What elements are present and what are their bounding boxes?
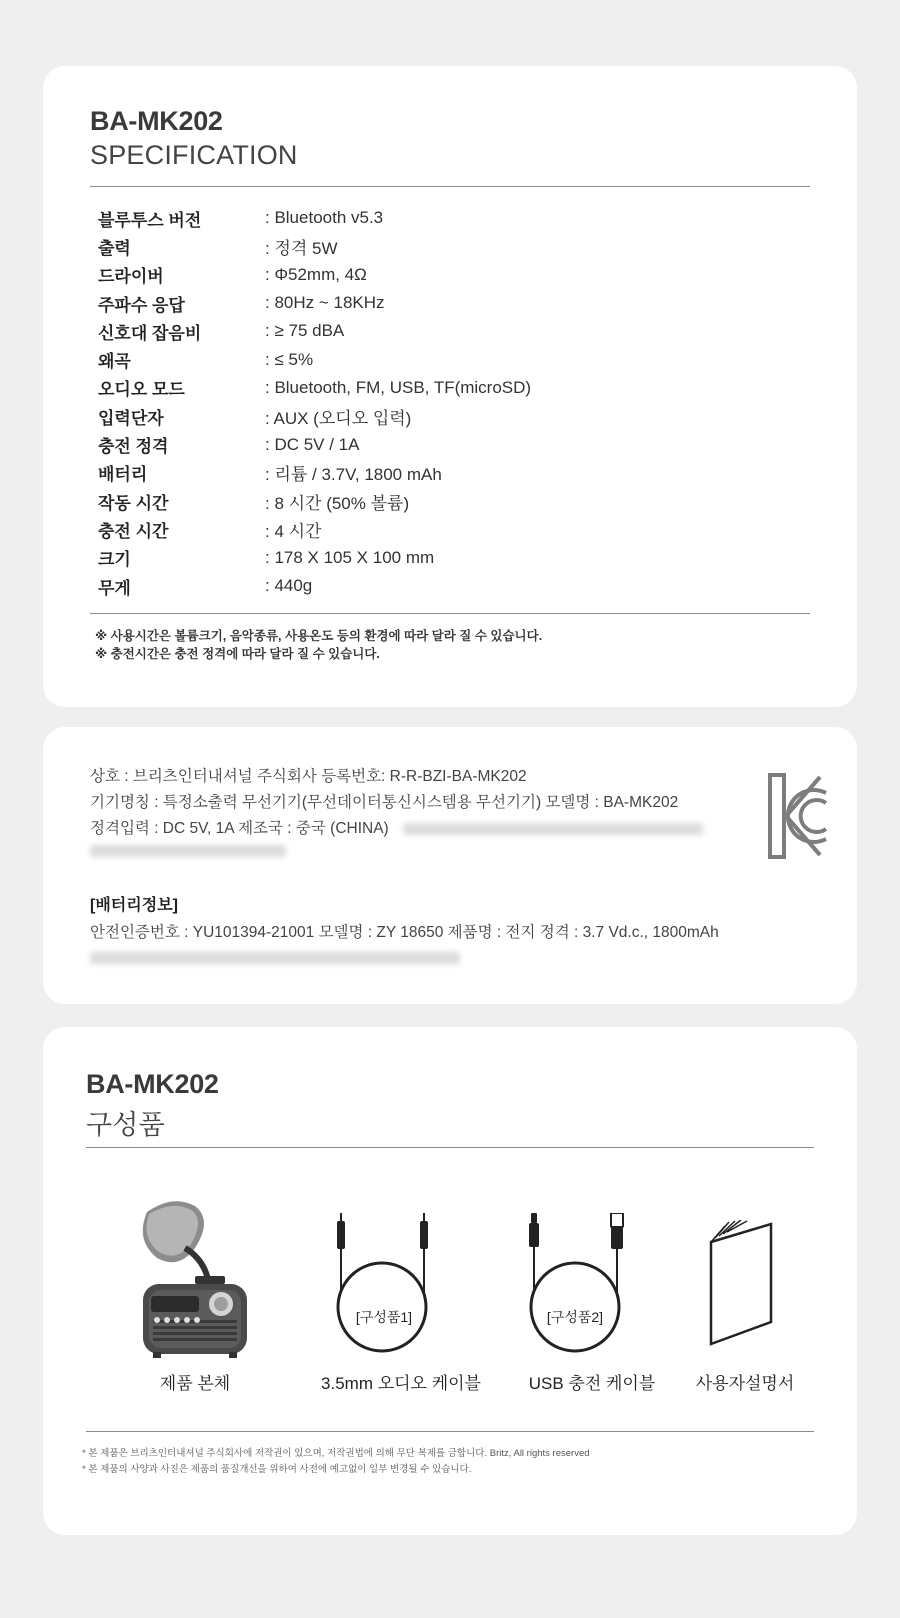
model-name: BA-MK202 bbox=[86, 1069, 219, 1099]
component-tag: [구성품1] bbox=[355, 1309, 413, 1325]
spec-label: 충전 정격 bbox=[98, 437, 169, 457]
spec-label: 무게 bbox=[98, 578, 131, 598]
spec-label: 출력 bbox=[98, 238, 131, 258]
spec-value: : ≤ 5% bbox=[265, 349, 314, 369]
spec-row bbox=[98, 515, 798, 543]
spec-row bbox=[98, 204, 798, 232]
specification-card bbox=[43, 66, 857, 707]
redacted-text bbox=[90, 845, 286, 857]
spec-value: : 440g bbox=[265, 576, 313, 595]
spec-table bbox=[98, 204, 798, 600]
spec-label: 주파수 응답 bbox=[98, 295, 185, 315]
cert-company-line: 상호 : 브리츠인터내셔널 주식회사 등록번호: R-R-BZI-BA-MK202 bbox=[90, 768, 527, 785]
usb-cable-icon bbox=[519, 1213, 635, 1363]
footer-notes bbox=[82, 1446, 590, 1478]
spec-row bbox=[98, 402, 798, 430]
footer-note-line: * 본 제품은 브리츠인터내셔널 주식회사에 저작권이 있으며, 저작권법에 의해 무단 복제를 금합니다. Britz, All rights reserved bbox=[82, 1448, 590, 1459]
component-label: 제품 본체 bbox=[159, 1374, 231, 1393]
spec-label: 왜곡 bbox=[98, 352, 131, 372]
spec-row bbox=[98, 430, 798, 458]
note-line: ※ 사용시간은 볼륨크기, 음악종류, 사용온도 등의 환경에 따라 달라 질 수 있습니다. bbox=[95, 629, 543, 643]
component-tag: [구성품2] bbox=[546, 1309, 604, 1325]
cert-input-text: 정격입력 : DC 5V, 1A 제조국 : 중국 (CHINA) bbox=[90, 820, 389, 837]
spec-value: : 정격 5W bbox=[265, 238, 338, 258]
spec-value: : ≥ 75 dBA bbox=[265, 321, 345, 341]
spec-value: : 리튬 / 3.7V, 1800 mAh bbox=[265, 465, 442, 485]
spec-label: 작동 시간 bbox=[98, 493, 169, 513]
component-label: USB 충전 케이블 bbox=[528, 1374, 656, 1393]
note-line: ※ 충전시간은 충전 정격에 따라 달라 질 수 있습니다. bbox=[95, 647, 380, 661]
battery-info-title: [배터리정보] bbox=[90, 897, 178, 914]
spec-value: : Φ52mm, 4Ω bbox=[265, 264, 367, 284]
spec-value: : Bluetooth, FM, USB, TF(microSD) bbox=[265, 377, 532, 397]
spec-label: 입력단자 bbox=[98, 408, 164, 428]
component-label: 3.5mm 오디오 케이블 bbox=[321, 1374, 481, 1393]
cert-redacted-line bbox=[90, 842, 286, 860]
cert-input-line bbox=[90, 816, 703, 838]
manual-icon bbox=[707, 1220, 787, 1350]
cert-device-line: 기기명칭 : 특정소출력 무선기기(무선데이터통신시스템용 무선기기) 모델명 : BA-MK202 bbox=[90, 794, 679, 811]
spec-label: 신호대 잡음비 bbox=[98, 323, 202, 343]
kc-mark-icon bbox=[768, 773, 828, 859]
redacted-text bbox=[403, 823, 703, 835]
spec-value: : 4 시간 bbox=[265, 521, 322, 541]
spec-value: : DC 5V / 1A bbox=[265, 434, 360, 454]
spec-label: 드라이버 bbox=[98, 267, 164, 287]
divider bbox=[86, 1147, 814, 1148]
spec-row bbox=[98, 317, 798, 345]
spec-label: 배터리 bbox=[98, 465, 148, 485]
spec-value: : Bluetooth v5.3 bbox=[265, 208, 384, 228]
spec-row bbox=[98, 459, 798, 487]
spec-label: 블루투스 버전 bbox=[98, 210, 202, 230]
spec-row bbox=[98, 289, 798, 317]
spec-row bbox=[98, 261, 798, 289]
battery-redacted-line bbox=[90, 949, 460, 967]
certification-card bbox=[43, 727, 857, 1004]
specification-title: SPECIFICATION bbox=[90, 140, 298, 170]
radio-speaker-icon bbox=[135, 1200, 255, 1362]
battery-info-line: 안전인증번호 : YU101394-21001 모델명 : ZY 18650 제품명 : 전지 정격 : 3.7 Vd.c., 1800mAh bbox=[90, 924, 719, 941]
spec-row bbox=[98, 232, 798, 260]
spec-row bbox=[98, 544, 798, 572]
spec-value: : AUX (오디오 입력) bbox=[265, 408, 412, 428]
spec-value: : 8 시간 (50% 볼륨) bbox=[265, 493, 410, 513]
spec-label: 크기 bbox=[98, 550, 131, 570]
spec-notes bbox=[95, 627, 542, 663]
spec-row bbox=[98, 572, 798, 600]
spec-row bbox=[98, 374, 798, 402]
divider bbox=[90, 613, 810, 614]
spec-row bbox=[98, 487, 798, 515]
footer-note-line: * 본 제품의 사양과 사진은 제품의 품질개선을 위하여 사전에 예고없이 일부 변경될 수 있습니다. bbox=[82, 1464, 472, 1475]
redacted-text bbox=[90, 952, 460, 964]
components-card bbox=[43, 1027, 857, 1535]
component-label: 사용자설명서 bbox=[695, 1374, 795, 1393]
spec-row bbox=[98, 345, 798, 373]
components-title: 구성품 bbox=[86, 1110, 165, 1140]
spec-label: 충전 시간 bbox=[98, 521, 169, 541]
spec-value: : 178 X 105 X 100 mm bbox=[265, 547, 435, 567]
model-name: BA-MK202 bbox=[90, 106, 223, 136]
divider bbox=[86, 1431, 814, 1432]
spec-value: : 80Hz ~ 18KHz bbox=[265, 293, 385, 313]
spec-label: 오디오 모드 bbox=[98, 380, 185, 400]
divider bbox=[90, 186, 810, 187]
audio-cable-icon bbox=[326, 1213, 442, 1363]
